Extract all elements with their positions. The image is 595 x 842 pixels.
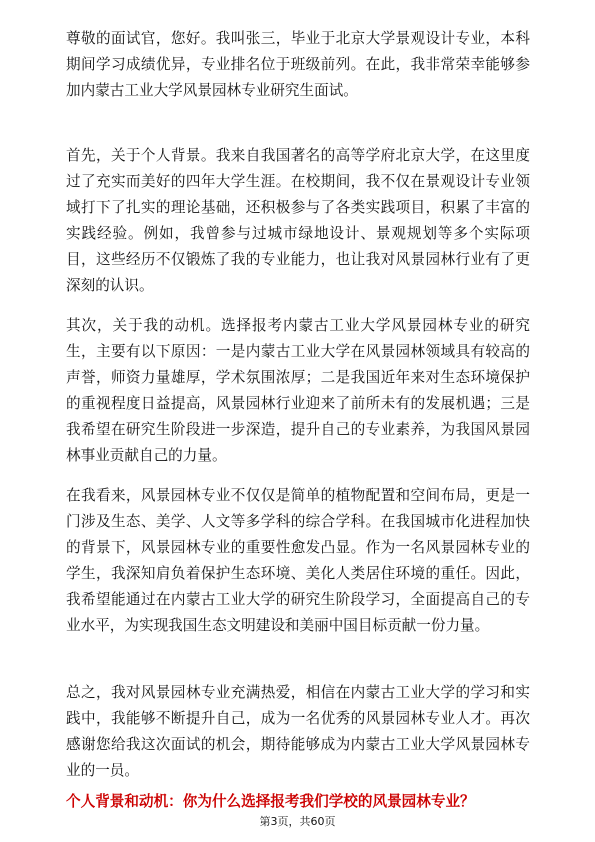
paragraph-perspective: 在我看来，风景园林专业不仅仅是简单的植物配置和空间布局，更是一门涉及生态、美学、人文等多学科的综合学科。在我国城市化进程加快的背景下，风景园林专业的重要性愈发凸显。作为一名风景园林专业的学生，我深知肩负着保护生态环境、美化人类居住环境的重任。因此，我希望能通过在内蒙古工业大学的研究生阶段学习，全面提高自己的专业水平，为实现我国生态文明建设和美丽中国目标贡献一份力量。 bbox=[66, 487, 530, 634]
paragraph-greeting: 尊敬的面试官，您好。我叫张三，毕业于北京大学景观设计专业，本科期间学习成绩优异，专业排名位于班级前列。在此，我非常荣幸能够参加内蒙古工业大学风景园林专业研究生面试。 bbox=[66, 30, 530, 99]
page-number-footer: 第3页，共60页 bbox=[259, 815, 336, 828]
next-question-heading: 个人背景和动机：你为什么选择报考我们学校的风景园林专业？ bbox=[66, 793, 475, 810]
paragraph-conclusion: 总之，我对风景园林专业充满热爱，相信在内蒙古工业大学的学习和实践中，我能够不断提升自己，成为一名优秀的风景园林专业人才。再次感谢您给我这次面试的机会，期待能够成为内蒙古工业大学风景园林专业的一员。 bbox=[66, 684, 530, 779]
paragraph-motivation: 其次，关于我的动机。选择报考内蒙古工业大学风景园林专业的研究生，主要有以下原因：一是内蒙古工业大学在风景园林领域具有较高的声誉，师资力量雄厚，学术氛围浓厚；二是我国近年来对生态环境保护的重视程度日益提高，风景园林行业迎来了前所未有的发展机遇；三是我希望在研究生阶段进一步深造，提升自己的专业素养，为我国风景园林事业贡献自己的力量。 bbox=[66, 317, 530, 464]
paragraph-background: 首先，关于个人背景。我来自我国著名的高等学府北京大学，在这里度过了充实而美好的四年大学生涯。在校期间，我不仅在景观设计专业领域打下了扎实的理论基础，还积极参与了各类实践项目，积累了丰富的实践经验。例如，我曾参与过城市绿地设计、景观规划等多个实际项目，这些经历不仅锻炼了我的专业能力，也让我对风景园林行业有了更深刻的认识。 bbox=[66, 147, 530, 294]
